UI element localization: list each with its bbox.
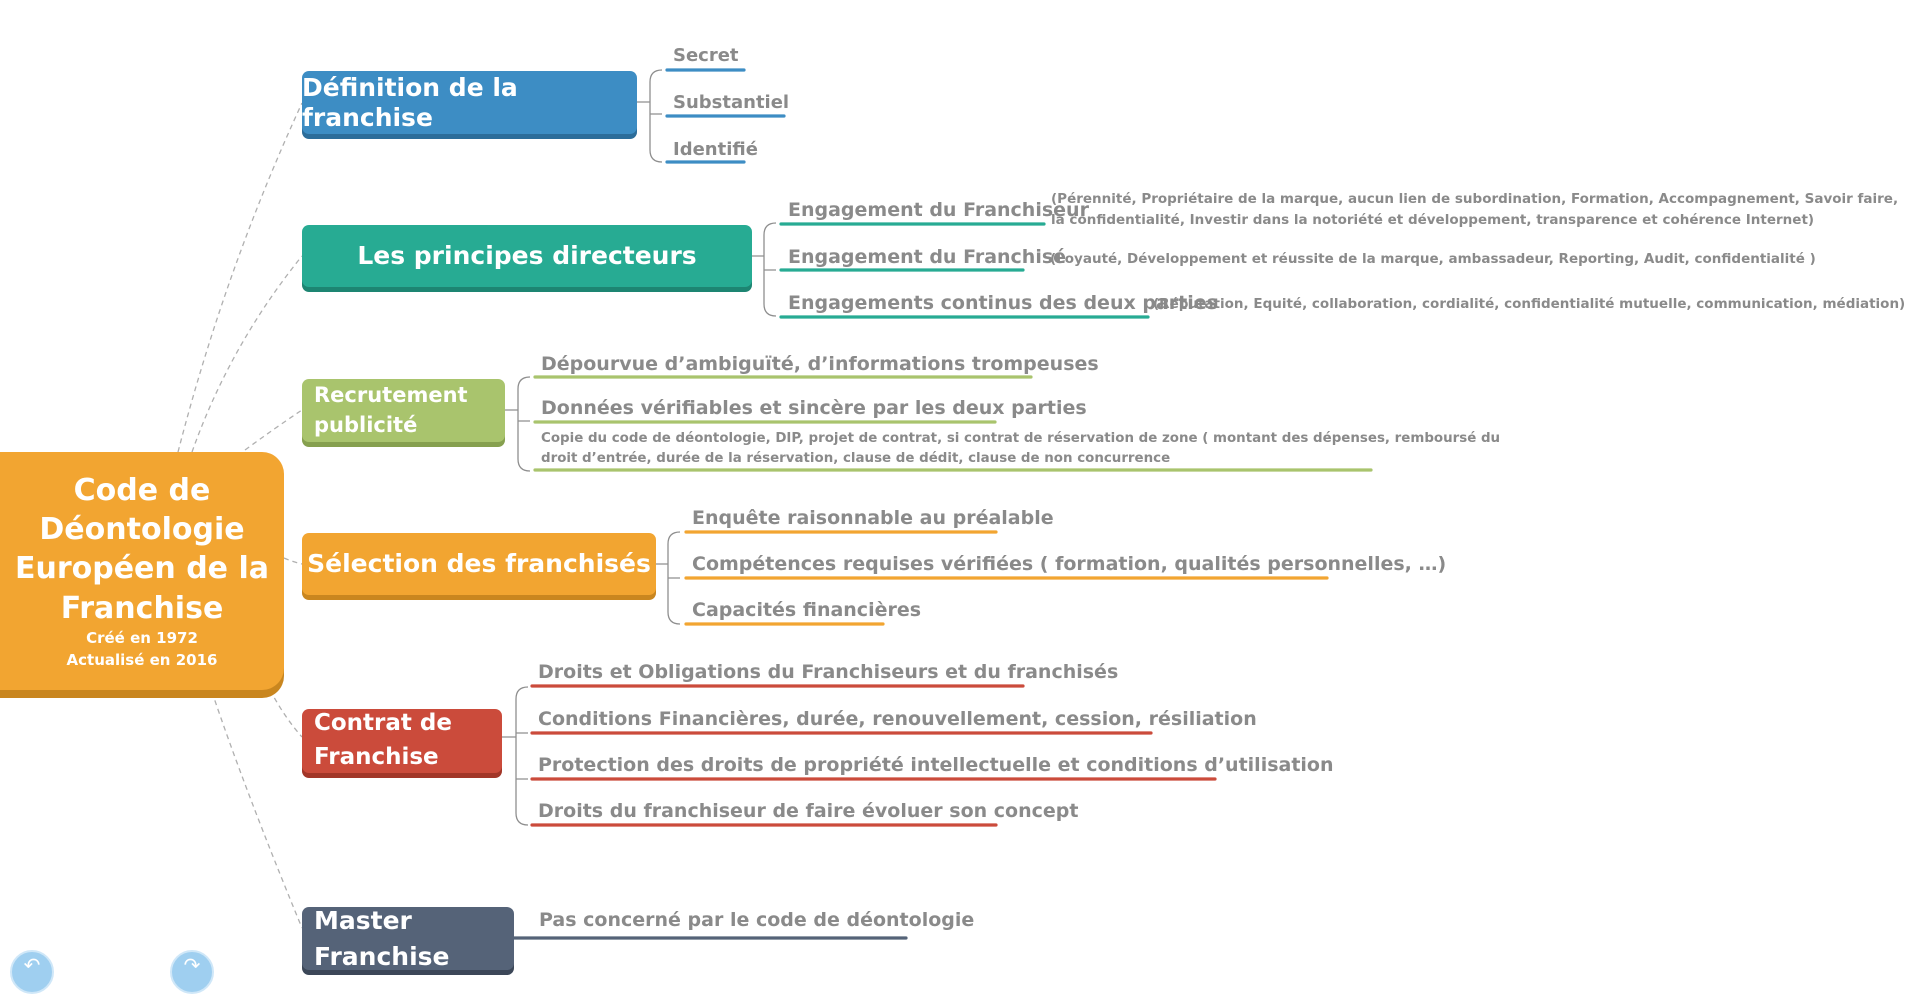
central-title-line-3: Européen de la — [14, 551, 270, 587]
leaf-enquete-raisonnable[interactable]: Enquête raisonnable au préalable — [692, 507, 1054, 529]
connector-recrutement — [245, 410, 302, 450]
leaf-depourvue-ambiguite[interactable]: Dépourvue d’ambiguïté, d’informations trompeuses — [541, 353, 1099, 375]
topic-master-line-2: Franchise — [314, 941, 450, 971]
leaf-droits-obligations[interactable]: Droits et Obligations du Franchiseurs et du franchisés — [538, 661, 1119, 683]
topic-principes-label: Les principes directeurs — [357, 241, 697, 271]
central-topic-title — [15, 471, 269, 628]
leaf-engagement-franchise[interactable]: Engagement du Franchisé — [788, 246, 1067, 268]
note-continus: (Réputation, Equité, collaboration, cordialité, confidentialité mutuelle, communication, médiation) — [1153, 296, 1905, 312]
leaf-identifie[interactable]: Identifié — [673, 139, 758, 160]
leaf-conditions-financieres[interactable]: Conditions Financières, durée, renouvellement, cession, résiliation — [538, 708, 1257, 730]
topic-master[interactable] — [302, 907, 514, 970]
note-franchiseur-line-1: (Pérennité, Propriétaire de la marque, aucun lien de subordination, Formation, Accompagnement, Savoir faire, — [1051, 191, 1899, 207]
note-copie-line-2: droit d’entrée, durée de la réservation, clause de dédit, clause de non concurrence — [541, 451, 1171, 466]
leaf-donnees-verifiables[interactable]: Données vérifiables et sincère par les deux parties — [541, 397, 1087, 419]
leaf-pas-concerne[interactable]: Pas concerné par le code de déontologie — [539, 909, 975, 931]
note-franchise: (Loyauté, Développement et réussite de la marque, ambassadeur, Reporting, Audit, confidentialité ) — [1050, 251, 1816, 267]
central-title-line-4: Franchise — [60, 590, 224, 626]
leaf-engagements-continus[interactable]: Engagements continus des deux parties — [788, 292, 1218, 314]
connector-master — [212, 692, 302, 928]
topic-selection[interactable] — [302, 533, 656, 595]
connector-contrat — [270, 690, 302, 737]
central-topic[interactable] — [0, 452, 284, 690]
topic-contrat[interactable] — [302, 709, 502, 773]
topic-definition-label: Définition de la franchise — [302, 73, 518, 132]
central-sub-line-2: Actualisé en 2016 — [66, 650, 218, 669]
forward-arrow-icon[interactable]: ↷ — [170, 950, 214, 994]
note-franchiseur-line-2: la confidentialité, Investir dans la notoriété et développement, transparence et cohérence Internet) — [1051, 212, 1815, 228]
central-title-line-2: Déontologie — [39, 511, 245, 547]
connector-selection — [284, 558, 302, 564]
leaf-competences-requises[interactable]: Compétences requises vérifiées ( formation, qualités personnelles, …) — [692, 553, 1447, 575]
leaf-faire-evoluer[interactable]: Droits du franchiseur de faire évoluer son concept — [538, 800, 1079, 822]
bracket-selection — [656, 532, 680, 624]
topic-recrutement-line-2: publicité — [314, 412, 418, 437]
leaf-substantiel[interactable]: Substantiel — [673, 92, 790, 113]
topic-recrutement[interactable] — [302, 379, 505, 442]
leaf-protection-droits[interactable]: Protection des droits de propriété intellectuelle et conditions d’utilisation — [538, 754, 1334, 776]
topic-master-line-1: Master — [314, 906, 412, 935]
topic-selection-label: Sélection des franchisés — [307, 549, 651, 579]
note-copie-line-1: Copie du code de déontologie, DIP, projet de contrat, si contrat de réservation de zone ( montant des dépenses, remboursé du — [541, 431, 1501, 446]
bracket-recrutement — [505, 377, 530, 471]
bracket-principes — [752, 223, 776, 316]
central-sub-line-1: Créé en 1972 — [86, 628, 198, 647]
central-title-line-1: Code de — [73, 472, 211, 508]
topic-recrutement-line-1: Recrutement — [314, 383, 468, 408]
bracket-contrat — [502, 687, 528, 825]
central-topic-subtitle — [67, 628, 218, 672]
back-arrow-icon[interactable]: ↶ — [10, 950, 54, 994]
connector-definition — [178, 103, 302, 452]
leaf-secret[interactable]: Secret — [673, 45, 739, 66]
bracket-definition — [637, 70, 662, 162]
topic-principes[interactable] — [302, 225, 752, 287]
connector-principes — [192, 256, 302, 452]
topic-contrat-line-2: Franchise — [314, 744, 439, 770]
topic-definition[interactable] — [302, 71, 637, 134]
leaf-capacites-financieres[interactable]: Capacités financières — [692, 599, 922, 621]
leaf-engagement-franchiseur[interactable]: Engagement du Franchiseur — [788, 199, 1089, 221]
topic-contrat-line-1: Contrat de — [314, 710, 452, 737]
